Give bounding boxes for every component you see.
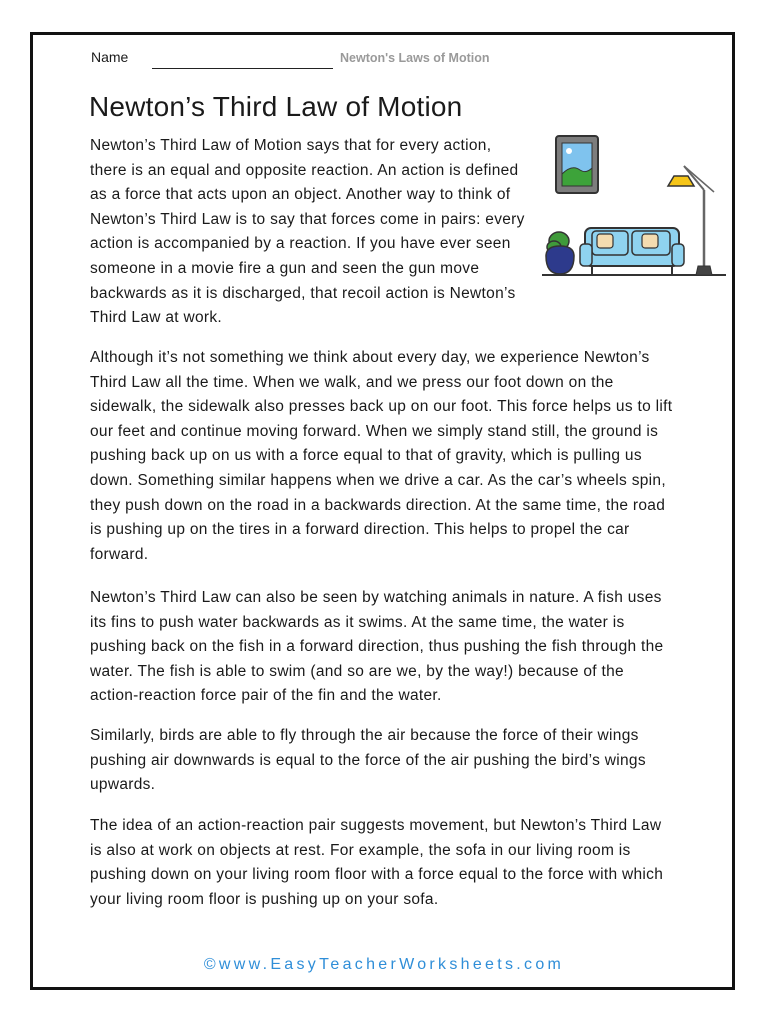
picture-frame-icon	[556, 136, 598, 193]
name-row	[91, 47, 551, 71]
potted-plant-icon	[546, 232, 574, 274]
sofa-icon	[580, 228, 684, 274]
living-room-icon	[540, 134, 730, 284]
page-title: Newton’s Third Law of Motion	[89, 91, 463, 122]
paragraph-4: Similarly, birds are able to fly through the air because the force of their wings pushing air downwards is equal to the force of the air pushing the bird’s wings upwards.	[90, 727, 646, 794]
paragraph-2: Although it’s not something we think about every day, we experience Newton’s Third Law all the time. When we walk, and we press our foot down on the sidewalk, the sidewalk also presses back up on our foot. This force helps us to lift our feet and continue moving forward. When we simply stand still, the ground is pushing back up on us with a force equal to that of gravity, which is pulling us down. Something similar happens when we drive a car. As the car’s wheels spin, they push down on the road in a backwards direction. At the same time, the road is pushing up on the tires in a forward direction. This helps to propel the car forward.	[90, 349, 673, 563]
footer-website: ©www.EasyTeacherWorksheets.com	[203, 956, 565, 973]
name-label: Name	[91, 49, 129, 65]
name-input-line[interactable]	[152, 67, 333, 69]
paragraph-5: The idea of an action-reaction pair suggests movement, but Newton’s Third Law is also at work on objects at rest. For example, the sofa in our living room is pushing down on your living room floor with a force equal to the force with which your living room floor is pushing up on your sofa.	[90, 817, 664, 908]
paragraph-1-text: Newton’s Third Law of Motion says that for every action, there is an equal and opposite reaction. An action is defined as a force that acts upon an object. Another way to think of Newton’s Third Law is to say that forces come in pairs: every action is accompanied by a reaction. If you have ever seen someone in a movie fire a gun and seen the gun move backwards as it is discharged, that recoil action is Newton’s Third Law at work.	[90, 137, 525, 327]
worksheet-title: Newton's Laws of Motion	[340, 51, 490, 65]
paragraph-3: Newton’s Third Law can also be seen by watching animals in nature. A fish uses its fins to push water backwards as it swims. At the same time, the water is pushing back on the fish in a forward direction, thus pushing the fish through the water. The fish is able to swim (and so are we, by the way!) because of the action-reaction force pair of the fin and the water.	[90, 589, 664, 705]
